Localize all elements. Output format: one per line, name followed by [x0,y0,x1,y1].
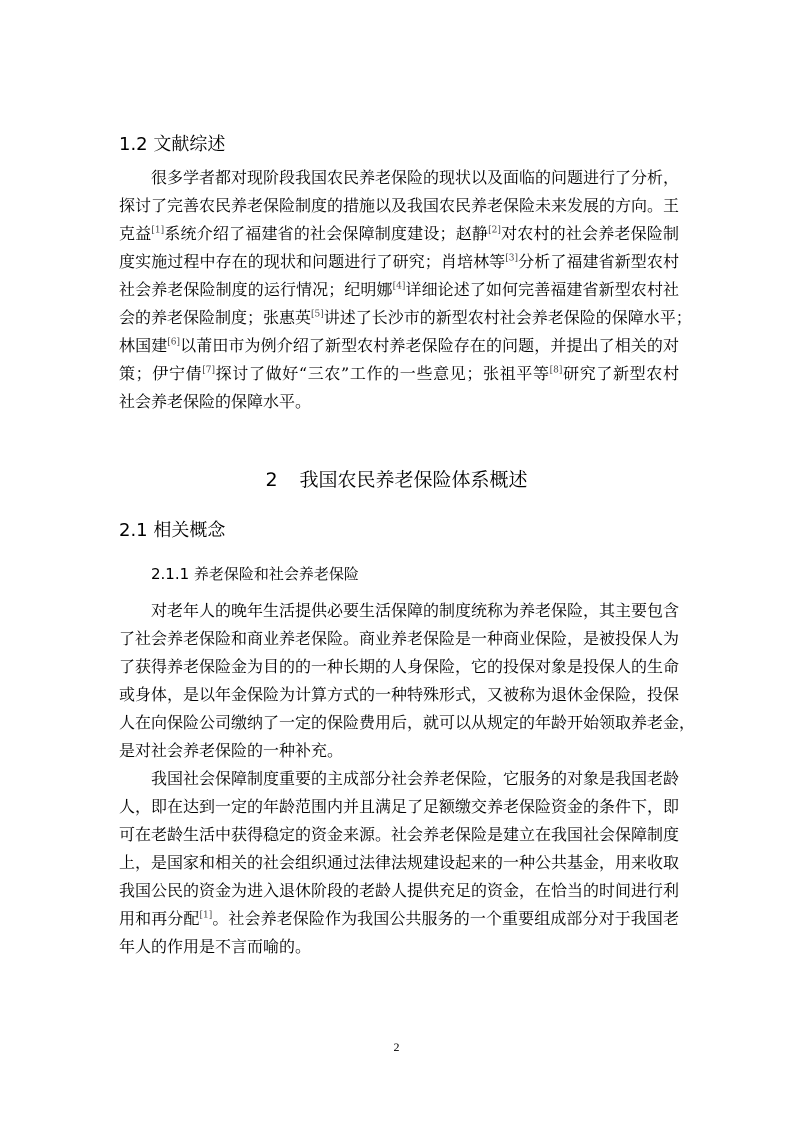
paragraph-line [119,164,679,192]
text-run: 了社会养老保险和商业养老保险。商业养老保险是一种商业保险，是被投保人为 [119,629,680,648]
page-number: 2 [393,1040,400,1054]
citation-reference: [4] [392,281,406,292]
paragraph-line [119,709,696,737]
paragraph-line [119,220,679,248]
text-run: 很多学者都对现阶段我国农民养老保险的现状以及面临的问题进行了分析， [151,168,680,187]
text-run: 或身体，是以年金保险为计算方式的一种特殊形式，又被称为退休金保险，投保 [119,685,680,704]
text-run: 研究了新型农村 [562,364,679,383]
section-2-1-heading: 2.1 相关概念 [119,520,226,541]
paragraph-line [119,248,679,276]
text-run: 。社会养老保险作为我国公共服务的一个重要组成部分对于我国老 [212,909,679,928]
paragraph-line [119,276,679,304]
citation-reference: [1] [199,910,213,921]
citation-reference: [7] [202,365,215,376]
paragraph-line [119,765,679,793]
paragraph-line [119,821,679,849]
chapter-number: 2 [265,469,278,491]
text-run: 分析了福建省新型农村 [518,252,679,271]
section-1-2-heading: 1.2 文献综述 [119,134,226,155]
text-run: 克益 [119,224,152,243]
paragraph-line [119,933,679,961]
text-run: 林国建 [119,336,168,355]
citation-reference: [8] [549,365,563,376]
citation-reference: [1] [151,225,165,236]
text-run: 对农村的社会养老保险制 [500,224,679,243]
paragraph-line [119,192,679,220]
text-run: 社会养老保险制度的运行情况；纪明娜 [119,280,393,299]
text-run: 探讨了完善农民养老保险制度的措施以及我国农民养老保险未来发展的方向。王 [119,196,680,215]
citation-reference: [2] [488,225,501,236]
paragraph-line [119,360,679,388]
paragraph-line [119,304,692,332]
paragraph-line [119,877,679,905]
text-run: 可在老龄生活中获得稳定的资金来源。社会养老保险是建立在我国社会保障制度 [119,825,680,844]
text-run: 我国公民的资金为进入退休阶段的老龄人提供充足的资金，在恰当的时间进行利 [119,881,680,900]
text-run: 详细论述了如何完善福建省新型农村社 [405,280,679,299]
text-run: 年人的作用是不言而喻的。 [119,937,312,956]
pension-insurance-paragraph [119,597,696,765]
text-run: 用和再分配 [119,909,200,928]
text-run: 上，是国家和相关的社会组织通过法律法规建设起来的一种公共基金，用来收取 [119,853,680,872]
social-pension-paragraph [119,765,679,961]
text-run: 我国社会保障制度重要的主成部分社会养老保险，它服务的对象是我国老龄 [151,769,680,788]
paragraph-line [119,681,679,709]
text-run: 人，即在达到一定的年龄范围内并且满足了足额缴交养老保险资金的条件下，即 [119,797,680,816]
literature-review-paragraph [119,164,692,416]
chapter-2-title [0,466,793,494]
text-run: 以莆田市为例介绍了新型农村养老保险存在的问题，并提出了相关的对 [180,336,679,355]
text-run: 讲述了长沙市的新型农村社会养老保险的保障水平； [323,308,692,327]
citation-reference: [5] [311,309,324,320]
paragraph-line [119,388,679,416]
paragraph-line [119,737,679,765]
subsection-2-1-1-heading: 2.1.1 养老保险和社会养老保险 [151,565,359,583]
text-run: 策；伊宁倩 [119,364,203,383]
paragraph-line [119,849,679,877]
paragraph-line [119,793,679,821]
text-run: 系统介绍了福建省的社会保障制度建设；赵静 [164,224,489,243]
text-run: 会的养老保险制度；张惠英 [119,308,312,327]
text-run: 是对社会养老保险的一种补充。 [119,741,344,760]
text-run: 了获得养老保险金为目的的一种长期的人身保险，它的投保对象是投保人的生命 [119,657,680,676]
text-run: 社会养老保险的保障水平。 [119,392,312,411]
paragraph-line [119,625,679,653]
text-run: 探讨了做好“三农”工作的一些意见；张祖平等 [215,364,550,383]
citation-reference: [3] [505,253,519,264]
paragraph-line [119,332,679,360]
text-run: 对老年人的晚年生活提供必要生活保障的制度统称为养老保险，其主要包含 [151,601,680,620]
paragraph-line [119,597,679,625]
text-run: 人在向保险公司缴纳了一定的保险费用后，就可以从规定的年龄开始领取养老金， [119,713,696,732]
paragraph-line [119,653,679,681]
paragraph-line [119,905,679,933]
chapter-title-text: 我国农民养老保险体系概述 [299,469,528,491]
text-run: 度实施过程中存在的现状和问题进行了研究；肖培林等 [119,252,506,271]
citation-reference: [6] [167,337,181,348]
